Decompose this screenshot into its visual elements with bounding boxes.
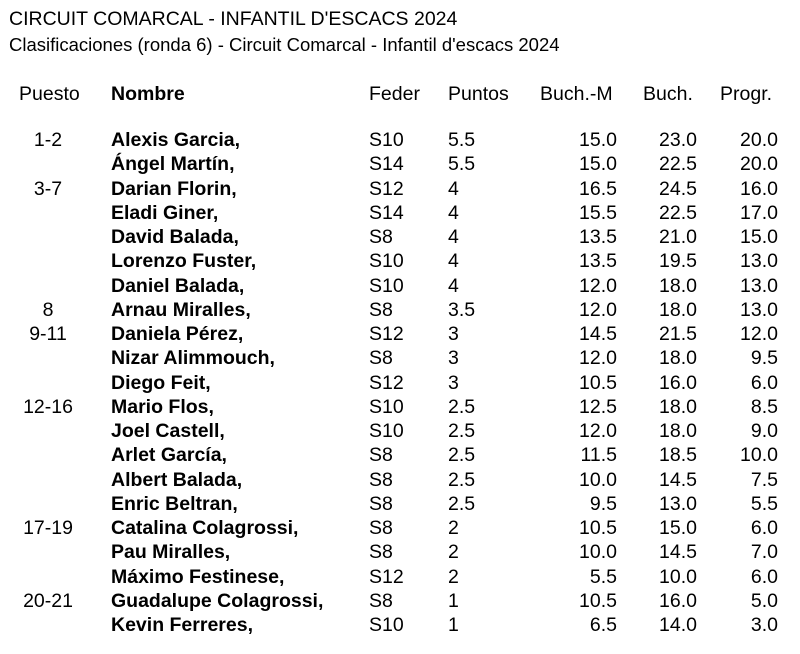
federation-cell: S10 <box>369 614 404 636</box>
federation-cell: S14 <box>369 201 404 224</box>
table-row <box>0 371 800 395</box>
buchholz-median-cell: 12.0 <box>579 347 617 370</box>
table-row <box>0 225 800 249</box>
points-cell: 2 <box>448 517 459 539</box>
header-buch: Buch. <box>643 83 693 105</box>
progressive-cell: 6.0 <box>750 371 778 394</box>
player-name-cell: Alexis Garcia, <box>111 129 240 151</box>
header-puntos: Puntos <box>448 83 509 105</box>
buchholz-median-cell: 6.5 <box>589 614 617 636</box>
progressive-cell: 9.5 <box>750 347 778 370</box>
page-subtitle: Clasificaciones (ronda 6) - Circuit Comarcal - Infantil d'escacs 2024 <box>9 34 560 55</box>
buchholz-median-cell: 10.5 <box>579 371 617 394</box>
buchholz-median-cell: 14.5 <box>579 323 617 345</box>
buchholz-median-cell: 12.0 <box>579 298 617 321</box>
buchholz-median-cell: 15.5 <box>579 201 617 224</box>
table-row <box>0 395 800 419</box>
points-cell: 2.5 <box>448 395 476 418</box>
buchholz-cell: 14.5 <box>659 468 697 491</box>
buchholz-cell: 18.0 <box>659 395 697 418</box>
federation-cell: S10 <box>369 129 404 151</box>
federation-cell: S12 <box>369 323 404 345</box>
buchholz-median-cell: 15.0 <box>579 129 617 151</box>
table-row <box>0 346 800 370</box>
federation-cell: S12 <box>369 565 404 588</box>
progressive-cell: 9.0 <box>750 420 778 442</box>
buchholz-median-cell: 16.5 <box>579 177 617 200</box>
progressive-cell: 10.0 <box>740 444 778 467</box>
federation-cell: S8 <box>369 468 393 491</box>
header-progr: Progr. <box>720 83 773 105</box>
points-cell: 3 <box>448 371 459 394</box>
player-name-cell: Máximo Festinese, <box>111 565 285 588</box>
points-cell: 2 <box>448 541 459 564</box>
table-row <box>0 128 800 152</box>
progressive-cell: 8.5 <box>750 395 778 418</box>
buchholz-cell: 15.0 <box>659 517 697 539</box>
player-name-cell: Catalina Colagrossi, <box>111 517 299 539</box>
buchholz-cell: 18.0 <box>659 274 697 297</box>
buchholz-cell: 14.0 <box>659 614 697 636</box>
buchholz-cell: 18.5 <box>659 444 697 467</box>
points-cell: 2.5 <box>448 468 476 491</box>
points-cell: 2.5 <box>448 444 476 467</box>
rank-cell: 17-19 <box>23 517 73 539</box>
player-name-cell: Albert Balada, <box>111 468 243 491</box>
buchholz-median-cell: 9.5 <box>589 492 617 515</box>
buchholz-cell: 19.5 <box>659 250 697 273</box>
table-row <box>0 443 800 467</box>
table-row <box>0 419 800 443</box>
progressive-cell: 16.0 <box>740 177 778 200</box>
federation-cell: S8 <box>369 444 393 467</box>
buchholz-median-cell: 13.5 <box>579 226 617 248</box>
progressive-cell: 12.0 <box>740 323 778 345</box>
buchholz-cell: 13.0 <box>659 492 697 515</box>
header-feder: Feder <box>369 83 420 105</box>
federation-cell: S12 <box>369 371 404 394</box>
progressive-cell: 3.0 <box>750 614 778 636</box>
buchholz-cell: 18.0 <box>659 347 697 370</box>
player-name-cell: Eladi Giner, <box>111 201 219 224</box>
table-row <box>0 322 800 346</box>
buchholz-median-cell: 10.5 <box>579 517 617 539</box>
buchholz-cell: 22.5 <box>659 201 697 224</box>
federation-cell: S8 <box>369 589 393 612</box>
player-name-cell: Daniela Pérez, <box>111 323 244 345</box>
player-name-cell: David Balada, <box>111 226 239 248</box>
player-name-cell: Arnau Miralles, <box>111 298 251 321</box>
progressive-cell: 20.0 <box>740 129 778 151</box>
player-name-cell: Pau Miralles, <box>111 541 231 564</box>
player-name-cell: Nizar Alimmouch, <box>111 347 275 370</box>
buchholz-cell: 18.0 <box>659 298 697 321</box>
federation-cell: S12 <box>369 177 404 200</box>
points-cell: 1 <box>448 614 459 636</box>
points-cell: 4 <box>448 274 459 297</box>
points-cell: 5.5 <box>448 129 476 151</box>
header-buch-m: Buch.-M <box>540 83 613 105</box>
player-name-cell: Lorenzo Fuster, <box>111 250 257 273</box>
federation-cell: S8 <box>369 541 393 564</box>
federation-cell: S10 <box>369 395 404 418</box>
points-cell: 5.5 <box>448 153 476 176</box>
federation-cell: S14 <box>369 153 404 176</box>
rank-cell: 8 <box>42 298 54 321</box>
buchholz-cell: 16.0 <box>659 589 697 612</box>
federation-cell: S8 <box>369 517 393 539</box>
buchholz-cell: 24.5 <box>659 177 697 200</box>
table-row <box>0 492 800 516</box>
progressive-cell: 6.0 <box>750 565 778 588</box>
table-row <box>0 565 800 589</box>
progressive-cell: 20.0 <box>740 153 778 176</box>
player-name-cell: Arlet García, <box>111 444 227 467</box>
progressive-cell: 13.0 <box>740 298 778 321</box>
buchholz-cell: 14.5 <box>659 541 697 564</box>
buchholz-cell: 16.0 <box>659 371 697 394</box>
buchholz-cell: 21.5 <box>659 323 697 345</box>
table-row <box>0 249 800 273</box>
progressive-cell: 5.5 <box>750 492 778 515</box>
federation-cell: S8 <box>369 347 393 370</box>
table-row <box>0 589 800 613</box>
table-row <box>0 613 800 637</box>
federation-cell: S10 <box>369 420 404 442</box>
player-name-cell: Kevin Ferreres, <box>111 614 253 636</box>
points-cell: 2 <box>448 565 459 588</box>
buchholz-median-cell: 10.5 <box>579 589 617 612</box>
buchholz-cell: 21.0 <box>659 226 697 248</box>
header-nombre: Nombre <box>111 83 185 105</box>
rank-cell: 3-7 <box>33 177 63 200</box>
rank-cell: 9-11 <box>29 323 67 345</box>
buchholz-median-cell: 12.5 <box>579 395 617 418</box>
table-row <box>0 177 800 201</box>
player-name-cell: Daniel Balada, <box>111 274 245 297</box>
player-name-cell: Ángel Martín, <box>111 153 235 176</box>
buchholz-median-cell: 12.0 <box>579 420 617 442</box>
progressive-cell: 5.0 <box>750 589 778 612</box>
buchholz-cell: 18.0 <box>659 420 697 442</box>
federation-cell: S8 <box>369 226 393 248</box>
table-row <box>0 152 800 176</box>
progressive-cell: 6.0 <box>750 517 778 539</box>
table-row <box>0 201 800 225</box>
points-cell: 4 <box>448 226 459 248</box>
federation-cell: S8 <box>369 492 393 515</box>
rank-cell: 12-16 <box>23 395 73 418</box>
buchholz-cell: 23.0 <box>659 129 697 151</box>
points-cell: 2.5 <box>448 492 476 515</box>
table-row <box>0 540 800 564</box>
points-cell: 4 <box>448 201 459 224</box>
player-name-cell: Joel Castell, <box>111 420 225 442</box>
points-cell: 4 <box>448 177 459 200</box>
buchholz-median-cell: 15.0 <box>579 153 617 176</box>
player-name-cell: Enric Beltran, <box>111 492 238 515</box>
federation-cell: S8 <box>369 298 393 321</box>
buchholz-median-cell: 12.0 <box>579 274 617 297</box>
points-cell: 3 <box>448 347 459 370</box>
points-cell: 2.5 <box>448 420 476 442</box>
standings-table <box>0 128 800 637</box>
points-cell: 1 <box>448 589 459 612</box>
progressive-cell: 15.0 <box>740 226 778 248</box>
table-row <box>0 468 800 492</box>
page-title: CIRCUIT COMARCAL - INFANTIL D'ESCACS 2024 <box>9 8 458 30</box>
buchholz-median-cell: 5.5 <box>589 565 617 588</box>
table-row <box>0 516 800 540</box>
points-cell: 4 <box>448 250 459 273</box>
progressive-cell: 17.0 <box>740 201 778 224</box>
player-name-cell: Darian Florin, <box>111 177 237 200</box>
player-name-cell: Diego Feit, <box>111 371 211 394</box>
table-row <box>0 298 800 322</box>
points-cell: 3.5 <box>448 298 476 321</box>
federation-cell: S10 <box>369 274 404 297</box>
player-name-cell: Guadalupe Colagrossi, <box>111 589 324 612</box>
buchholz-median-cell: 10.0 <box>579 468 617 491</box>
progressive-cell: 13.0 <box>740 250 778 273</box>
buchholz-median-cell: 13.5 <box>579 250 617 273</box>
buchholz-cell: 22.5 <box>659 153 697 176</box>
player-name-cell: Mario Flos, <box>111 395 214 418</box>
buchholz-median-cell: 11.5 <box>580 444 617 467</box>
rank-cell: 20-21 <box>23 589 73 612</box>
points-cell: 3 <box>448 323 459 345</box>
rank-cell: 1-2 <box>33 129 63 151</box>
federation-cell: S10 <box>369 250 404 273</box>
progressive-cell: 7.0 <box>750 541 778 564</box>
buchholz-cell: 10.0 <box>659 565 697 588</box>
table-row <box>0 274 800 298</box>
progressive-cell: 7.5 <box>750 468 778 491</box>
header-puesto: Puesto <box>19 83 80 105</box>
buchholz-median-cell: 10.0 <box>579 541 617 564</box>
progressive-cell: 13.0 <box>740 274 778 297</box>
